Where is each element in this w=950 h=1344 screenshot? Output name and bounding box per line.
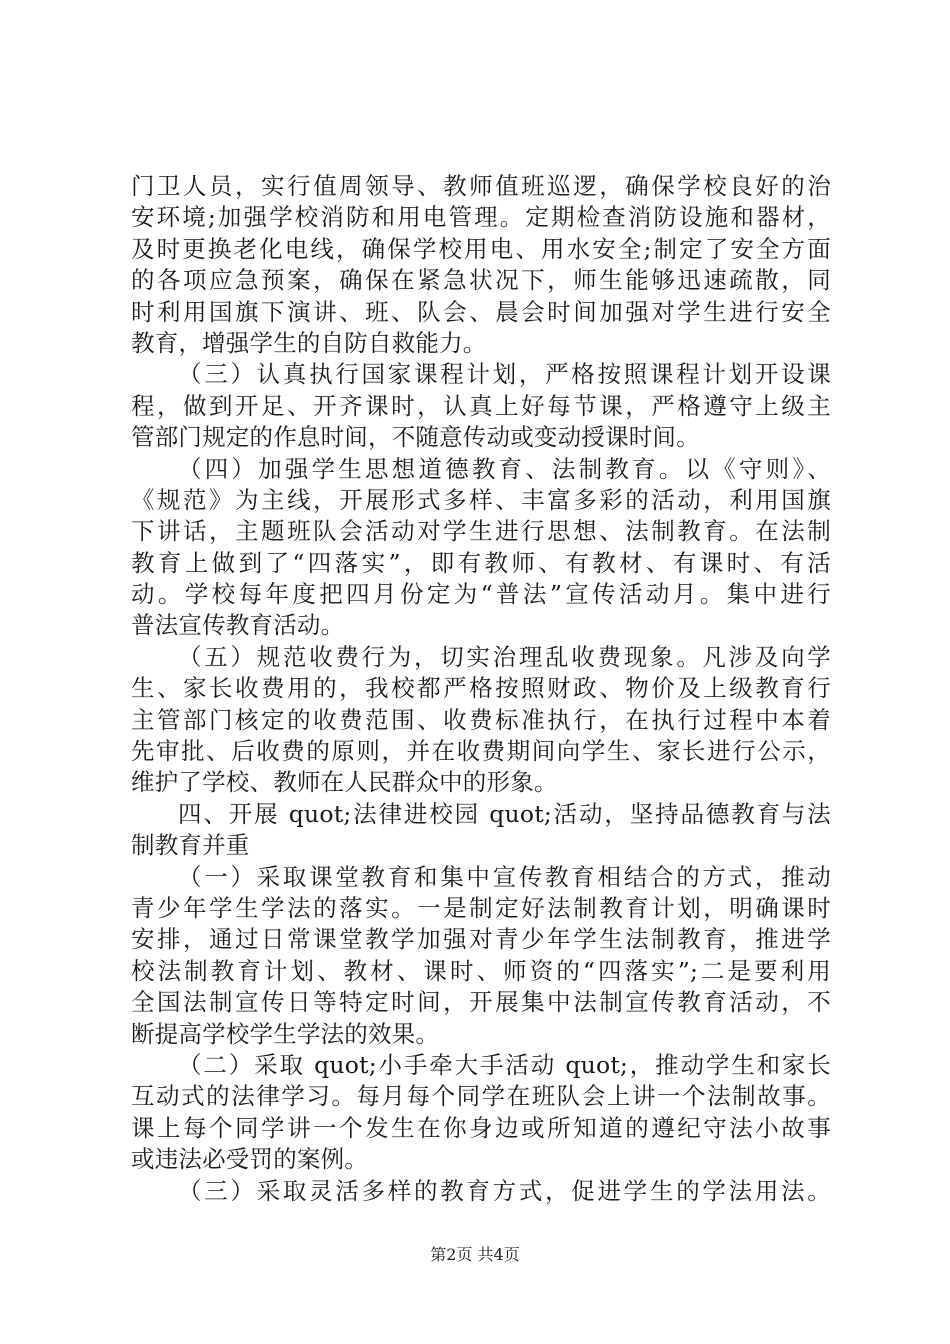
text-line: 门卫人员，实行值周领导、教师值班巡逻，确保学校良好的治 [131, 172, 831, 200]
text-line: 主管部门核定的收费范围、收费标准执行，在执行过程中本着 [131, 705, 831, 734]
text-line: 普法宣传教育活动。 [131, 611, 345, 640]
text-line: 管部门规定的作息时间，不随意传动或变动授课时间。 [131, 423, 700, 452]
text-line: 下讲话，主题班队会活动对学生进行思想、法制教育。在法制 [131, 517, 831, 546]
text-line: 青少年学生学法的落实。一是制定好法制教育计划，明确课时 [131, 893, 831, 922]
text-line: （二）采取 quot;小手牵大手活动 quot;，推动学生和家长 [178, 1050, 831, 1079]
text-line: （三）认真执行国家课程计划，严格按照课程计划开设课 [178, 360, 831, 389]
text-line: 安环境;加强学校消防和用电管理。定期检查消防设施和器材， [131, 203, 831, 232]
text-line: 程，做到开足、开齐课时，认真上好每节课，严格遵守上级主 [131, 391, 831, 420]
text-line: （四）加强学生思想道德教育、法制教育。以《守则》、 [178, 454, 831, 483]
document-body [131, 171, 831, 1207]
text-line: 时利用国旗下演讲、班、队会、晨会时间加强对学生进行安全 [131, 297, 831, 326]
text-line: 安排，通过日常课堂教学加强对青少年学生法制教育，推进学 [131, 925, 831, 954]
text-line: 校法制教育计划、教材、课时、师资的“四落实”;二是要利用 [131, 956, 831, 985]
text-line: 四、开展 quot;法律进校园 quot;活动，坚持品德教育与法 [178, 799, 831, 828]
text-line: 互动式的法律学习。每月每个同学在班队会上讲一个法制故事。 [131, 1082, 831, 1111]
text-line: 或违法必受罚的案例。 [131, 1145, 368, 1174]
page-footer: 第2页 共4页 [430, 1245, 520, 1264]
text-line: 断提高学校学生学法的效果。 [131, 1019, 440, 1048]
text-line: 《规范》为主线，开展形式多样、丰富多彩的活动，利用国旗 [131, 485, 831, 514]
text-line: 全国法制宣传日等特定时间，开展集中法制宣传教育活动，不 [131, 988, 831, 1017]
text-line: 的各项应急预案，确保在紧急状况下，师生能够迅速疏散，同 [131, 266, 831, 295]
text-line: 先审批、后收费的原则，并在收费期间向学生、家长进行公示， [131, 737, 831, 766]
text-line: 教育，增强学生的自防自救能力。 [131, 328, 487, 357]
text-line: 教育上做到了“四落实”，即有教师、有教材、有课时、有活 [131, 548, 831, 577]
text-line: 课上每个同学讲一个发生在你身边或所知道的遵纪守法小故事 [131, 1113, 831, 1142]
text-line: 维护了学校、教师在人民群众中的形象。 [131, 768, 558, 797]
text-line: （一）采取课堂教育和集中宣传教育相结合的方式，推动 [178, 862, 831, 891]
text-line: 及时更换老化电线，确保学校用电、用水安全;制定了安全方面 [131, 234, 831, 263]
text-line: 制教育并重 [131, 831, 250, 860]
text-line: （三）采取灵活多样的教育方式，促进学生的学法用法。 [178, 1176, 831, 1205]
text-line: 动。学校每年度把四月份定为“普法”宣传活动月。集中进行 [131, 580, 831, 609]
text-line: 生、家长收费用的，我校都严格按照财政、物价及上级教育行 [131, 674, 831, 703]
text-line: （五）规范收费行为，切实治理乱收费现象。凡涉及向学 [178, 642, 831, 671]
